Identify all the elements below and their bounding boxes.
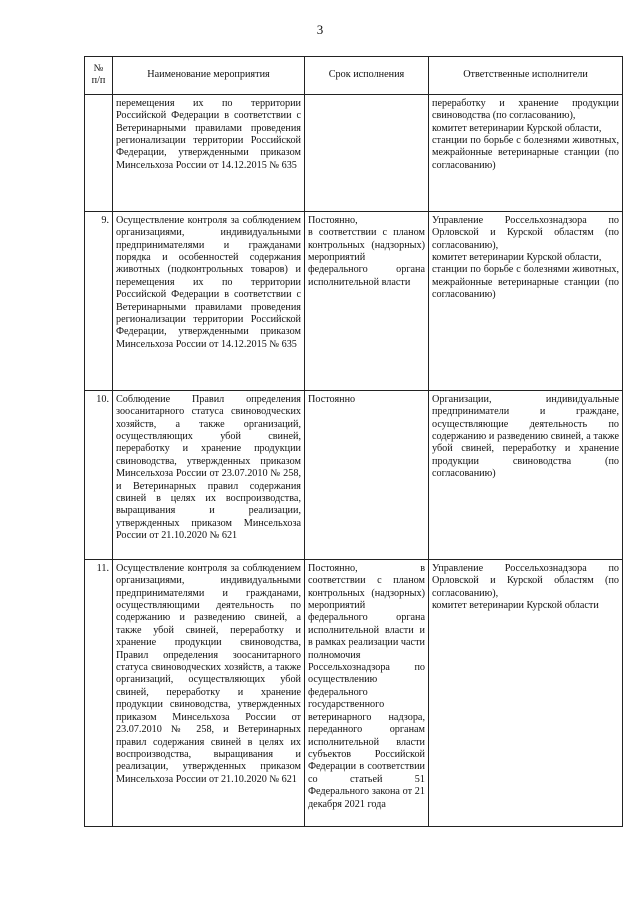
- row-name-cell: [113, 211, 305, 390]
- header-exec: [429, 57, 623, 95]
- row-term-cell: [305, 390, 429, 559]
- row-num: 11.: [96, 562, 109, 574]
- row-num: 10.: [96, 393, 109, 405]
- row-exec-cell: [429, 559, 623, 826]
- row-exec: переработку и хранение продукции свиноводства (по согласованию), комитет ветеринарии Курской области, станции по борьбе с болезнями животных, межрайонные ветеринарные станции (по согласованию): [432, 97, 619, 171]
- page-number: 3: [316, 22, 324, 37]
- row-name: перемещения их по территории Российской Федерации в соответствии с Ветеринарными правилами проведения регионализации территории Российской Федерации, утвержденными приказом Минсельхоза России от 14.12.2015 № 635: [116, 97, 301, 171]
- row-name-cell: [113, 390, 305, 559]
- row-name: Осуществление контроля за соблюдением организациями, индивидуальными предпринимателями и гражданами порядка и особенностей содержания животных (подконтрольных товаров) и перемещения их по территории Российской Федерации в соответствии с Ветеринарными правилами проведения регионализации территории Российской Федерации, утвержденными приказом Минсельхоза России от 14.12.2015 № 635: [116, 214, 301, 350]
- row-term-cell: [305, 559, 429, 826]
- row-exec-cell: [429, 211, 623, 390]
- header-name: [113, 57, 305, 95]
- row-num-cell: [85, 94, 113, 211]
- table-row: [85, 211, 623, 390]
- row-num: 9.: [101, 214, 109, 226]
- table-header-row: [85, 57, 623, 95]
- row-name-cell: [113, 94, 305, 211]
- row-exec-cell: [429, 94, 623, 211]
- row-term: Постоянно, в соответствии с планом контрольных (надзорных) мероприятий федерального органа исполнительной власти и в рамках реализации части полномочия Россельхознадзора по осуществлению федерального государственного ветеринарного надзора, переданного органам исполнительной власти субъектов Российской Федерации в соответствии со статьей 51 Федерального закона от 21 декабря 2021 года: [308, 562, 425, 810]
- row-term-cell: [305, 94, 429, 211]
- row-name: Осуществление контроля за соблюдением организациями, индивидуальными предпринимателями и гражданами, осуществляющими деятельность по содержанию и разведению свиней, а также убой свиней, переработку и хранение продукции свиноводства, Правил определения зоосанитарного статуса свиноводческих хозяйств, а также организаций, осуществляющих убой свиней, переработку и хранение продукции свиноводства, утвержденных приказом Минсельхоза России от 23.07.2010 № 258, и Ветеринарных правил содержания свиней в целях их воспроизводства, выращивания и реализации, утвержденных приказом Минсельхоза России от 21.10.2020 № 621: [116, 562, 301, 785]
- row-term: Постоянно: [308, 393, 356, 405]
- row-term: Постоянно, в соответствии с планом контрольных (надзорных) мероприятий федерального органа исполнительной власти: [308, 214, 425, 288]
- row-num-cell: [85, 211, 113, 390]
- header-num-label: № п/п: [91, 63, 106, 87]
- row-exec: Управление Россельхознадзора по Орловской и Курской областям (по согласованию), комитет ветеринарии Курской области, станции по борьбе с болезнями животных, межрайонные ветеринарные станции (по согласованию): [432, 214, 619, 301]
- header-term-label: Срок исполнения: [328, 69, 405, 81]
- row-num-cell: [85, 559, 113, 826]
- table-row: [85, 390, 623, 559]
- header-term: [305, 57, 429, 95]
- header-num: [85, 57, 113, 95]
- table-row: [85, 559, 623, 826]
- header-name-label: Наименование мероприятия: [147, 69, 270, 81]
- table-row: [85, 94, 623, 211]
- measures-table: [84, 56, 623, 827]
- row-exec: Управление Россельхознадзора по Орловской и Курской областям (по согласованию), комитет ветеринарии Курской области: [432, 562, 619, 612]
- row-exec-cell: [429, 390, 623, 559]
- header-exec-label: Ответственные исполнители: [463, 69, 588, 81]
- row-name: Соблюдение Правил определения зоосанитарного статуса свиноводческих хозяйств, а также организаций, осуществляющих убой свиней, переработку и хранение продукции свиноводства, утвержденных приказом Минсельхоза России от 23.07.2010 № 258, и Ветеринарных правил содержания свиней в целях их воспроизводства, выращивания и реализации, утвержденных приказом Минсельхоза России от 21.10.2020 № 621: [116, 393, 301, 542]
- row-num-cell: [85, 390, 113, 559]
- row-term-cell: [305, 211, 429, 390]
- row-exec: Организации, индивидуальные предприниматели и граждане, осуществляющие деятельность по содержанию и разведению свиней, а также убой свиней, переработку и хранение продукции свиноводства (по согласованию): [432, 393, 619, 480]
- row-name-cell: [113, 559, 305, 826]
